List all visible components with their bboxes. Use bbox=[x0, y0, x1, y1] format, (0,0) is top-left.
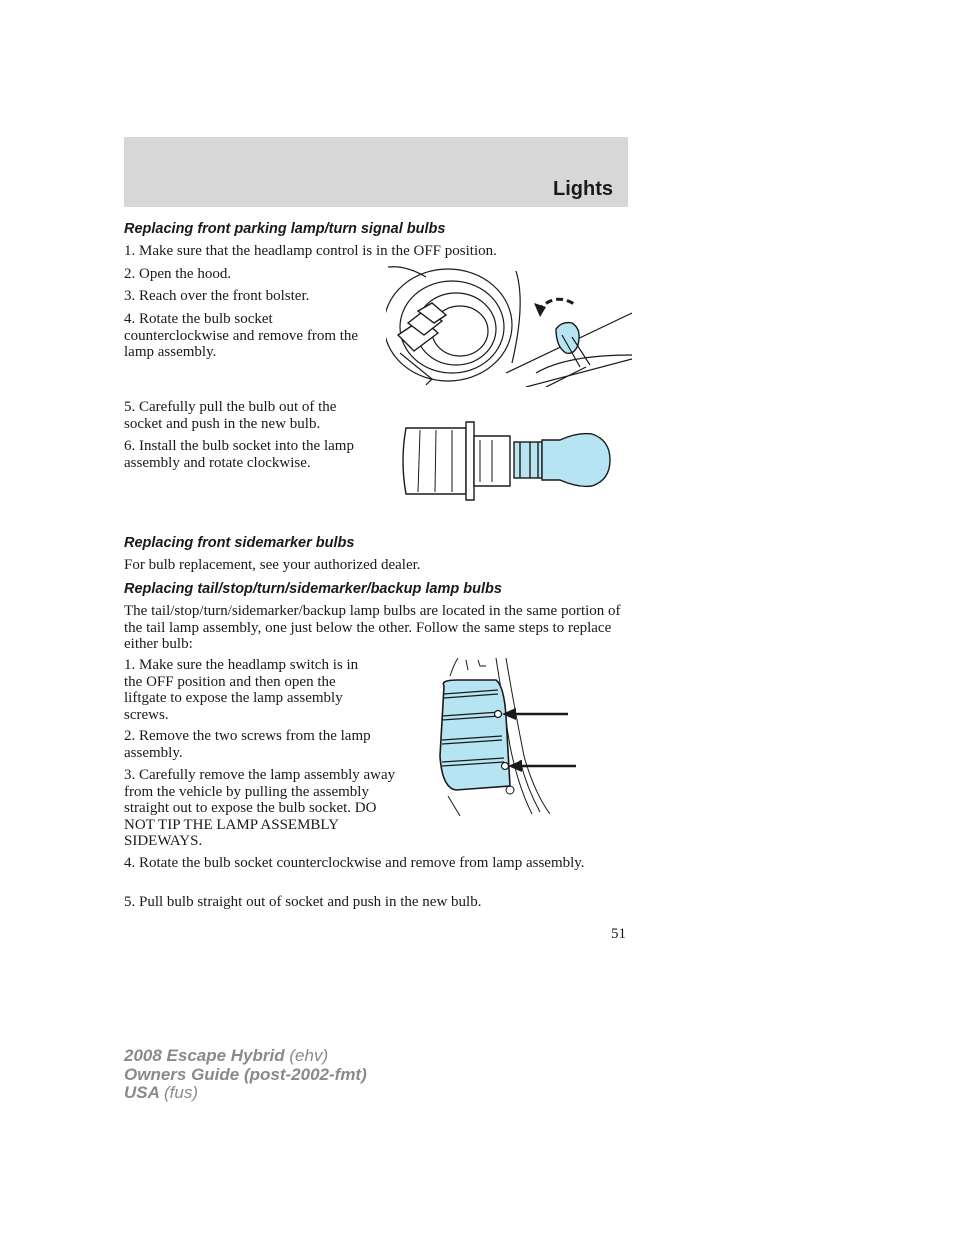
front-parking-step-1: 1. Make sure that the headlamp control is in the OFF position. bbox=[124, 243, 497, 259]
front-parking-step-6: 6. Install the bulb socket into the lamp assembly and rotate clockwise. bbox=[124, 438, 354, 471]
tail-lamp-step-4: 4. Rotate the bulb socket counterclockwise and remove from lamp assembly. bbox=[124, 855, 585, 871]
heading-tail-lamp: Replacing tail/stop/turn/sidemarker/backup lamp bulbs bbox=[124, 581, 502, 597]
front-sidemarker-text: For bulb replacement, see your authorized dealer. bbox=[124, 557, 421, 573]
front-parking-step-3: 3. Reach over the front bolster. bbox=[124, 288, 310, 304]
footer-market-code: (fus) bbox=[164, 1083, 198, 1102]
footer-market: USA bbox=[124, 1083, 160, 1102]
page-section-title: Lights bbox=[553, 178, 613, 200]
front-parking-step-4: 4. Rotate the bulb socket counterclockwise and remove from the lamp assembly. bbox=[124, 311, 359, 360]
footer-model-code: (ehv) bbox=[289, 1046, 329, 1065]
footer-guide: Owners Guide (post-2002-fmt) bbox=[124, 1064, 367, 1084]
tail-lamp-step-5: 5. Pull bulb straight out of socket and push in the new bulb. bbox=[124, 894, 482, 910]
tail-lamp-intro: The tail/stop/turn/sidemarker/backup lamp bulbs are located in the same portion of the tail lamp assembly, one just below the other. Follow the same steps to replace either bulb: bbox=[124, 603, 621, 652]
heading-front-sidemarker: Replacing front sidemarker bulbs bbox=[124, 535, 355, 551]
tail-lamp-screws-illustration bbox=[436, 656, 582, 820]
bulb-socket-removal-illustration bbox=[386, 263, 632, 387]
document-footer bbox=[124, 1047, 367, 1103]
tail-lamp-step-2: 2. Remove the two screws from the lamp assembly. bbox=[124, 728, 371, 761]
footer-model: 2008 Escape Hybrid bbox=[124, 1046, 285, 1065]
page-number: 51 bbox=[611, 926, 626, 942]
bulb-and-socket-illustration bbox=[400, 418, 614, 504]
heading-front-parking-lamp: Replacing front parking lamp/turn signal bulbs bbox=[124, 221, 446, 237]
footer-line-3 bbox=[124, 1084, 367, 1103]
footer-line-1 bbox=[124, 1047, 367, 1066]
header-band bbox=[124, 137, 628, 207]
footer-line-2 bbox=[124, 1066, 367, 1085]
tail-lamp-step-3: 3. Carefully remove the lamp assembly away from the vehicle by pulling the assembly straight out to expose the bulb socket. DO NOT TIP THE LAMP ASSEMBLY SIDEWAYS. bbox=[124, 767, 396, 849]
front-parking-step-2: 2. Open the hood. bbox=[124, 266, 232, 282]
tail-lamp-step-1: 1. Make sure the headlamp switch is in the OFF position and then open the liftgate to expose the lamp assembly screws. bbox=[124, 657, 359, 723]
front-parking-step-5: 5. Carefully pull the bulb out of the socket and push in the new bulb. bbox=[124, 399, 337, 432]
